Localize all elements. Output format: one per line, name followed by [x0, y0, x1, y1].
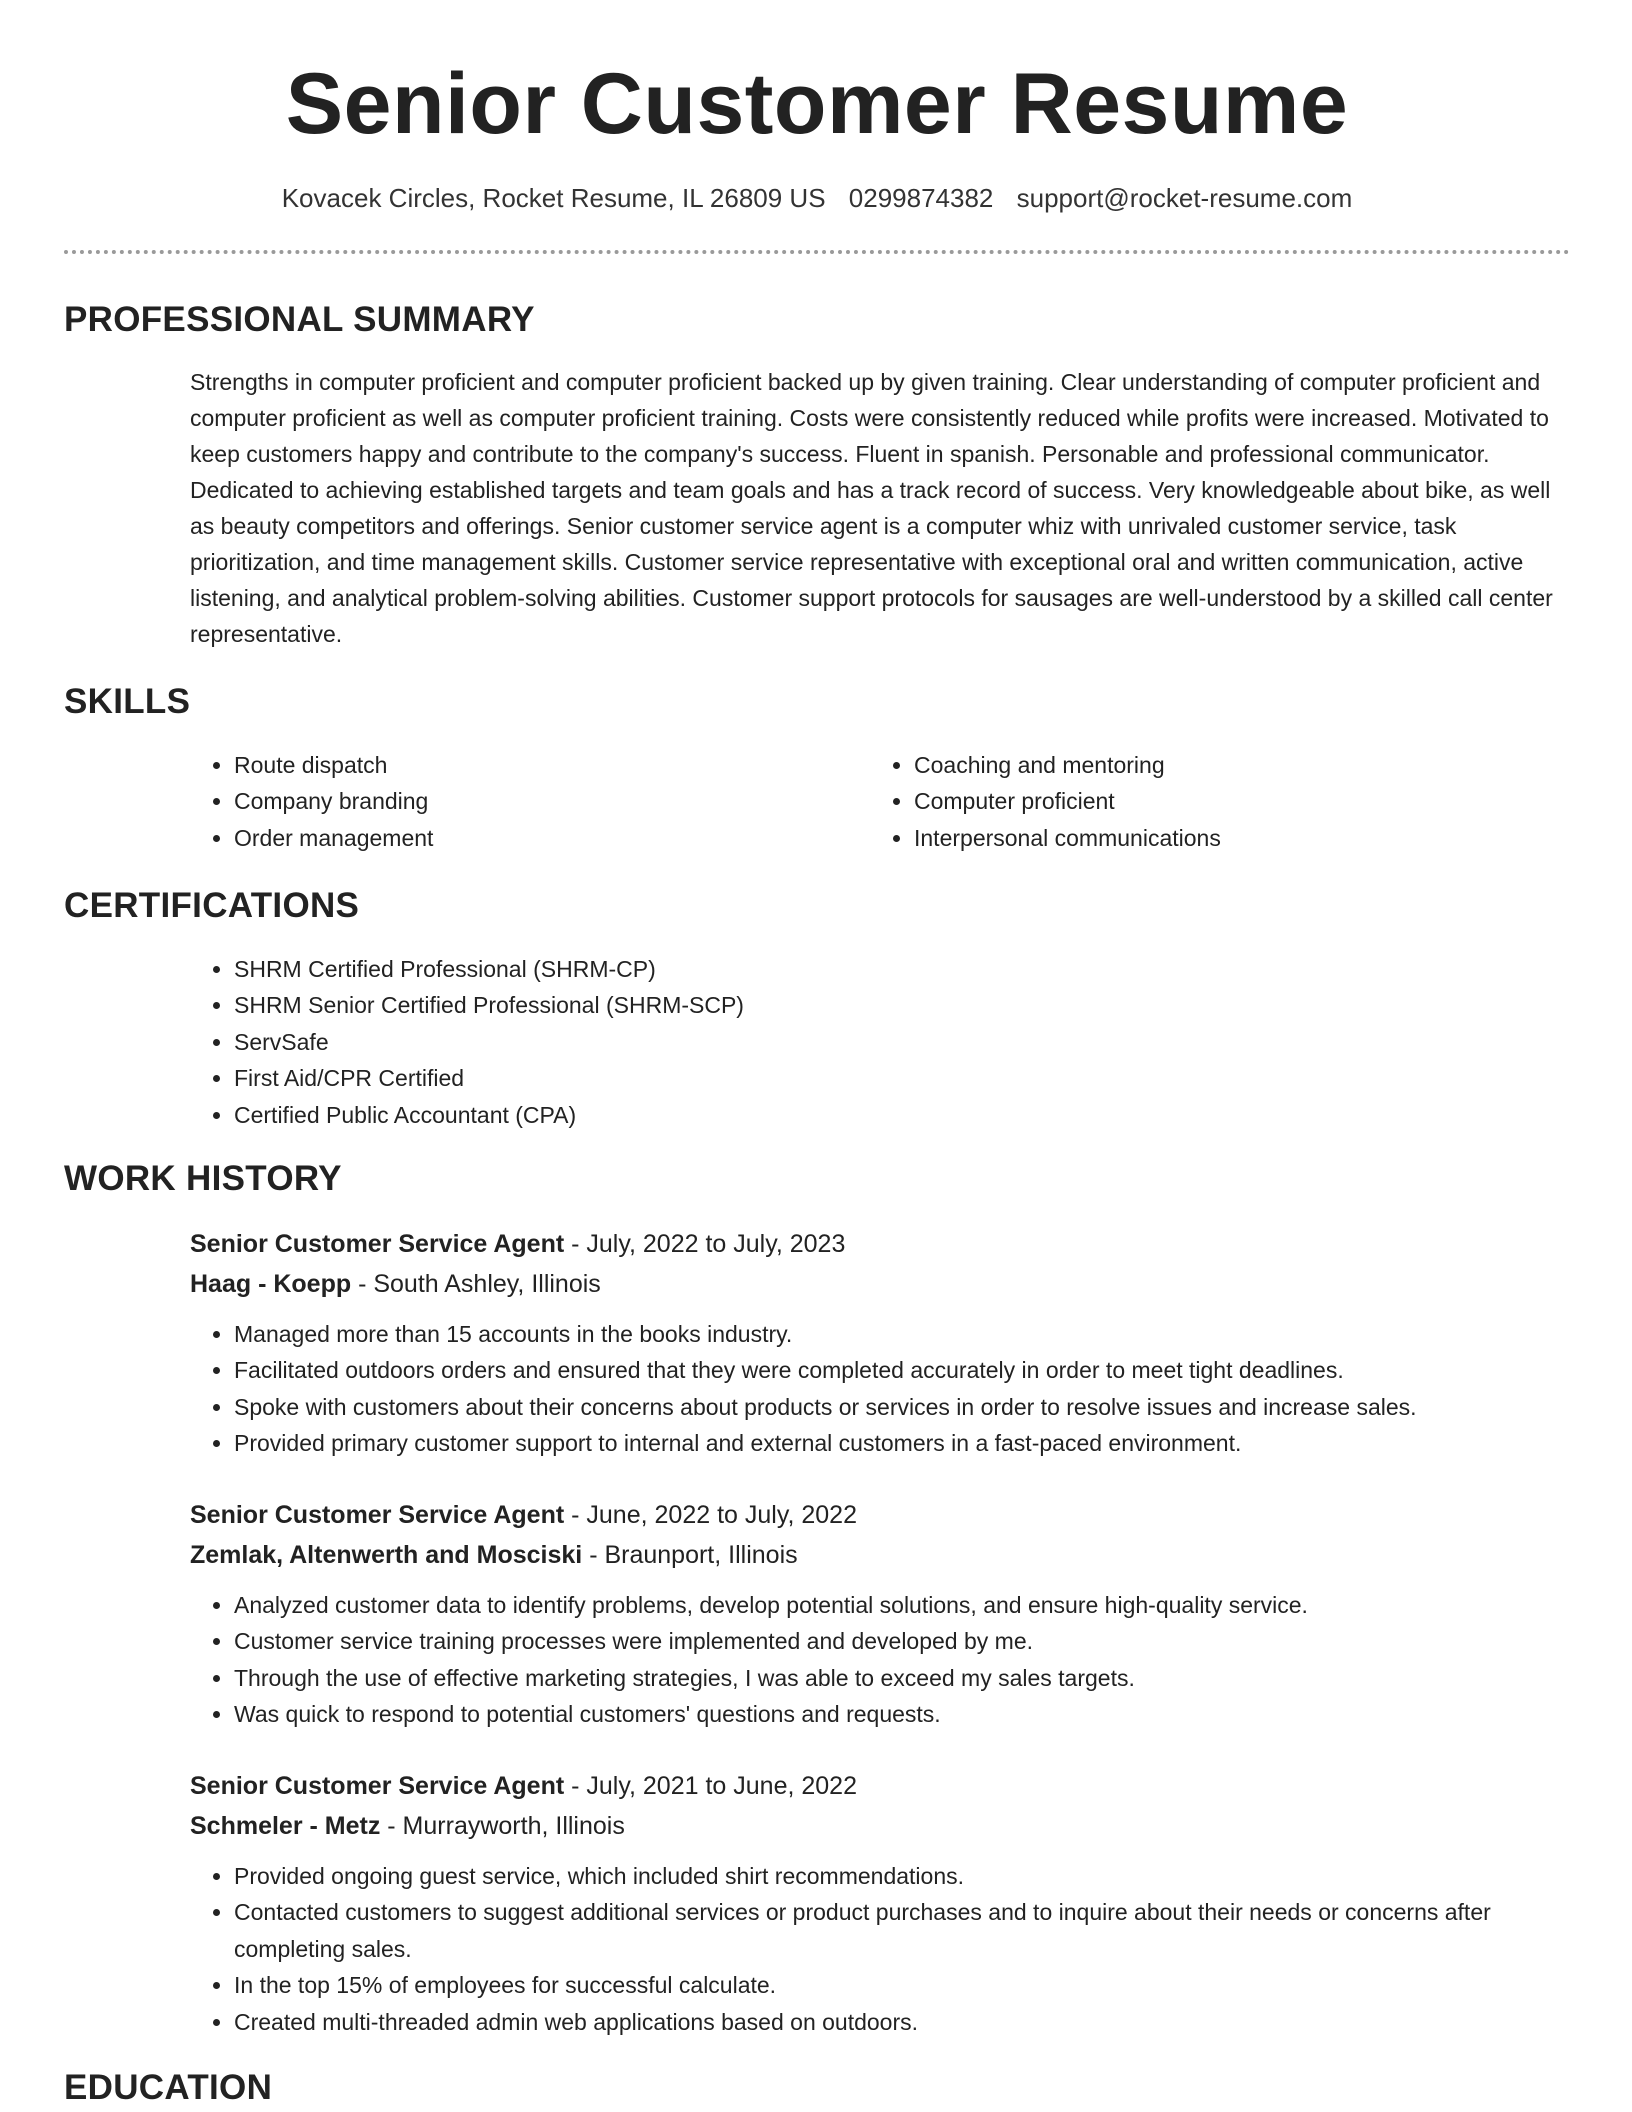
job-bullet: • Spoke with customers about their concerns about products or services in order to resolve issues and increase sales.	[234, 1389, 1570, 1425]
certification-item: • SHRM Certified Professional (SHRM-CP)	[234, 951, 1570, 987]
skill-item: • Coaching and mentoring	[914, 747, 1490, 783]
job-location: - Braunport, Illinois	[582, 1541, 798, 1569]
job-title-line	[190, 1495, 1570, 1535]
contact-phone: 0299874382	[848, 183, 994, 213]
skill-item: • Company branding	[234, 783, 810, 819]
contact-address: Kovacek Circles, Rocket Resume, IL 26809 US	[281, 183, 826, 213]
work-history-heading: WORK HISTORY	[64, 1159, 342, 1198]
skill-item: • Order management	[234, 820, 810, 856]
certification-item: • Certified Public Accountant (CPA)	[234, 1097, 1570, 1133]
job-dates: - June, 2022 to July, 2022	[564, 1501, 857, 1529]
certification-item: • SHRM Senior Certified Professional (SHRM-SCP)	[234, 987, 1570, 1023]
certifications-list	[190, 951, 1570, 1133]
job-bullet: • In the top 15% of employees for successful calculate.	[234, 1967, 1570, 2003]
certifications-heading: CERTIFICATIONS	[64, 886, 360, 925]
job-bullet: • Contacted customers to suggest additional services or product purchases and to inquire about their needs or concerns after completing sales.	[234, 1894, 1570, 1967]
certification-item: • First Aid/CPR Certified	[234, 1060, 1570, 1096]
job-bullet: • Created multi-threaded admin web applications based on outdoors.	[234, 2004, 1570, 2040]
summary-heading: PROFESSIONAL SUMMARY	[64, 300, 535, 339]
job-bullet: • Provided ongoing guest service, which included shirt recommendations.	[234, 1858, 1570, 1894]
contact-email: support@rocket-resume.com	[1016, 183, 1353, 213]
skill-item: • Computer proficient	[914, 783, 1490, 819]
certification-item: • ServSafe	[234, 1024, 1570, 1060]
job-bullet: • Managed more than 15 accounts in the books industry.	[234, 1316, 1570, 1352]
job-title-line	[190, 1766, 1570, 1806]
job-company-line	[190, 1806, 1570, 1846]
job-company-line	[190, 1264, 1570, 1304]
education-heading: EDUCATION	[64, 2068, 273, 2107]
resume-title: Senior Customer Resume	[285, 56, 1349, 152]
job-bullet: • Facilitated outdoors orders and ensured that they were completed accurately in order to meet tight deadlines.	[234, 1352, 1570, 1388]
skills-left-column	[190, 747, 810, 856]
job-title: Senior Customer Service Agent	[190, 1501, 565, 1529]
job-company: Zemlak, Altenwerth and Mosciski	[190, 1541, 583, 1569]
job-entry	[190, 1224, 1570, 1462]
contact-line	[64, 180, 1570, 216]
skills-heading: SKILLS	[64, 682, 191, 721]
job-title: Senior Customer Service Agent	[190, 1772, 565, 1800]
job-company-line	[190, 1535, 1570, 1575]
skill-item: • Interpersonal communications	[914, 820, 1490, 856]
skills-right-column	[870, 747, 1490, 856]
job-title: Senior Customer Service Agent	[190, 1230, 565, 1258]
job-bullet: • Was quick to respond to potential customers' questions and requests.	[234, 1696, 1570, 1732]
job-company: Schmeler - Metz	[190, 1812, 381, 1840]
summary-text: Strengths in computer proficient and computer proficient backed up by given training. Clear understanding of computer proficient and computer proficient as well as computer proficient training. Costs were consistently reduced while profits were increased. Motivated to keep customers happy and contribute to the company's success. Fluent in spanish. Personable and professional communicator. Dedicated to achieving established targets and team goals and has a track record of success. Very knowledgeable about bike, as well as beauty competitors and offerings. Senior customer service agent is a computer whiz with unrivaled customer service, task prioritization, and time management skills. Customer service representative with exceptional oral and written communication, active listening, and analytical problem-solving abilities. Customer support protocols for sausages are well-understood by a skilled call center representative.	[190, 369, 1553, 647]
skill-item: • Route dispatch	[234, 747, 810, 783]
job-title-line	[190, 1224, 1570, 1264]
job-dates: - July, 2021 to June, 2022	[564, 1772, 857, 1800]
job-dates: - July, 2022 to July, 2023	[564, 1230, 846, 1258]
job-company: Haag - Koepp	[190, 1270, 352, 1298]
job-entry	[190, 1766, 1570, 2040]
job-location: - South Ashley, Illinois	[351, 1270, 601, 1298]
job-location: - Murrayworth, Illinois	[380, 1812, 625, 1840]
job-bullet: • Customer service training processes were implemented and developed by me.	[234, 1623, 1570, 1659]
header-divider	[64, 250, 1570, 254]
job-bullet: • Through the use of effective marketing strategies, I was able to exceed my sales targets.	[234, 1660, 1570, 1696]
job-bullet: • Provided primary customer support to internal and external customers in a fast-paced environment.	[234, 1425, 1570, 1461]
job-entry	[190, 1495, 1570, 1733]
job-bullet: • Analyzed customer data to identify problems, develop potential solutions, and ensure high-quality service.	[234, 1587, 1570, 1623]
